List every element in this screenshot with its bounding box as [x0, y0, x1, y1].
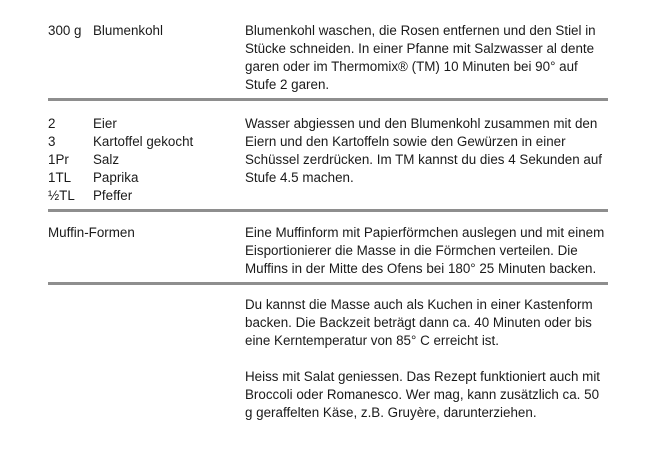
instruction-column [245, 224, 608, 278]
equipment-label: Muffin-Formen [48, 225, 135, 240]
instruction-text: Heiss mit Salat geniessen. Das Rezept funktioniert auch mit Broccoli oder Romanesco. Wer mag, kann zusätzlich ca. 50 g geraffelten Käse, z.B. Gruyère, darunterziehen. [245, 369, 601, 420]
recipe-section-mixing [48, 101, 608, 205]
ingredient-row [48, 169, 245, 187]
ingredient-name: Pfeffer [93, 188, 133, 203]
ingredient-quantity: 1Pr [48, 152, 69, 167]
recipe-section-cauliflower [48, 0, 608, 94]
ingredient-row [48, 187, 245, 205]
ingredient-name: Blumenkohl [93, 23, 163, 38]
ingredient-list [48, 224, 245, 242]
instruction-column [245, 22, 608, 94]
instruction-text: Wasser abgiessen und den Blumenkohl zusammen mit den Eiern und den Kartoffeln sowie den Gewürzen in einer Schüssel zerdrücken. Im TM kannst du dies 4 Sekunden auf Stufe 4.5 machen. [245, 116, 603, 185]
instruction-column [245, 296, 608, 422]
recipe-section-baking [48, 212, 608, 278]
recipe-section-tips [48, 285, 608, 422]
ingredient-quantity: 300 g [48, 23, 82, 38]
ingredient-list [48, 22, 245, 40]
ingredient-quantity: 1TL [48, 170, 72, 185]
instruction-column [245, 115, 608, 187]
instruction-text: Blumenkohl waschen, die Rosen entfernen und den Stiel in Stücke schneiden. In einer Pfanne mit Salzwasser al dente garen oder im Thermomix® (TM) 10 Minuten bei 90° auf Stufe 2 garen. [245, 23, 596, 92]
ingredient-row [48, 115, 245, 133]
ingredient-quantity: 2 [48, 116, 56, 131]
instruction-text: Du kannst die Masse auch als Kuchen in einer Kastenform backen. Die Backzeit beträgt dann ca. 40 Minuten oder bis eine Kerntemperatur von 85° C erreicht ist. [245, 297, 593, 348]
ingredient-row [48, 151, 245, 169]
recipe-table [48, 0, 608, 422]
ingredient-row [48, 22, 245, 40]
ingredient-row [48, 133, 245, 151]
ingredient-quantity: ½TL [48, 188, 75, 203]
ingredient-list [48, 115, 245, 205]
instruction-text: Eine Muffinform mit Papierförmchen auslegen und mit einem Eisportionierer die Masse in die Förmchen verteilen. Die Muffins in der Mitte des Ofens bei 180° 25 Minuten backen. [245, 225, 605, 276]
ingredient-name: Paprika [93, 170, 139, 185]
ingredient-name: Eier [93, 116, 117, 131]
ingredient-name: Kartoffel gekocht [93, 134, 194, 149]
ingredient-quantity: 3 [48, 134, 56, 149]
ingredient-name: Salz [93, 152, 120, 167]
